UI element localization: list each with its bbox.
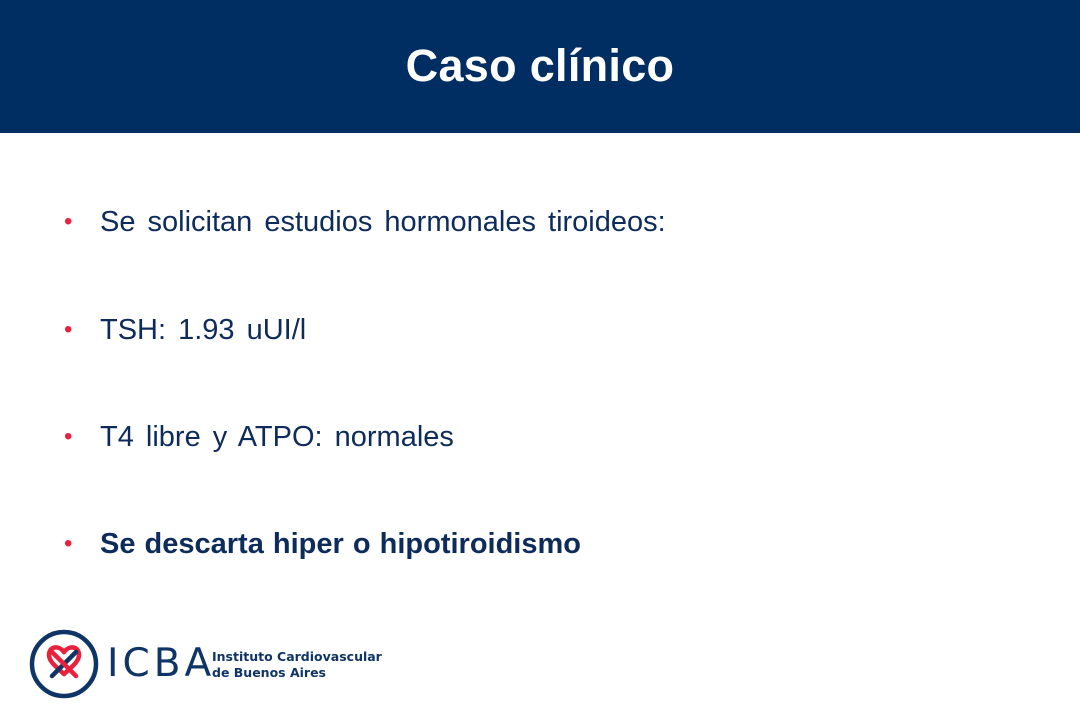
bullet-marker: • bbox=[64, 316, 73, 343]
bullet-text-emphasis: Se descarta hiper o hipotiroidismo bbox=[100, 528, 581, 560]
logo-institution-name bbox=[212, 649, 382, 681]
slide-title: Caso clínico bbox=[405, 40, 675, 91]
bullet-item bbox=[62, 310, 306, 350]
bullet-marker: • bbox=[64, 423, 73, 450]
logo-name-line-2: de Buenos Aires bbox=[212, 665, 327, 680]
icba-logo bbox=[28, 628, 388, 700]
bullet-item bbox=[62, 417, 454, 457]
bullet-marker: • bbox=[64, 530, 73, 557]
bullet-text: TSH: 1.93 uUI/l bbox=[100, 314, 307, 346]
bullet-text: T4 libre y ATPO: normales bbox=[100, 421, 454, 453]
logo-name-line-1: Instituto Cardiovascular bbox=[212, 649, 382, 664]
bullet-text: Se solicitan estudios hormonales tiroideos: bbox=[100, 206, 666, 238]
heart-cross-logo-icon bbox=[28, 628, 100, 700]
logo-acronym: ICBA bbox=[107, 641, 216, 686]
bullet-item bbox=[62, 202, 666, 242]
bullet-item bbox=[62, 524, 581, 564]
bullet-marker: • bbox=[64, 208, 73, 235]
